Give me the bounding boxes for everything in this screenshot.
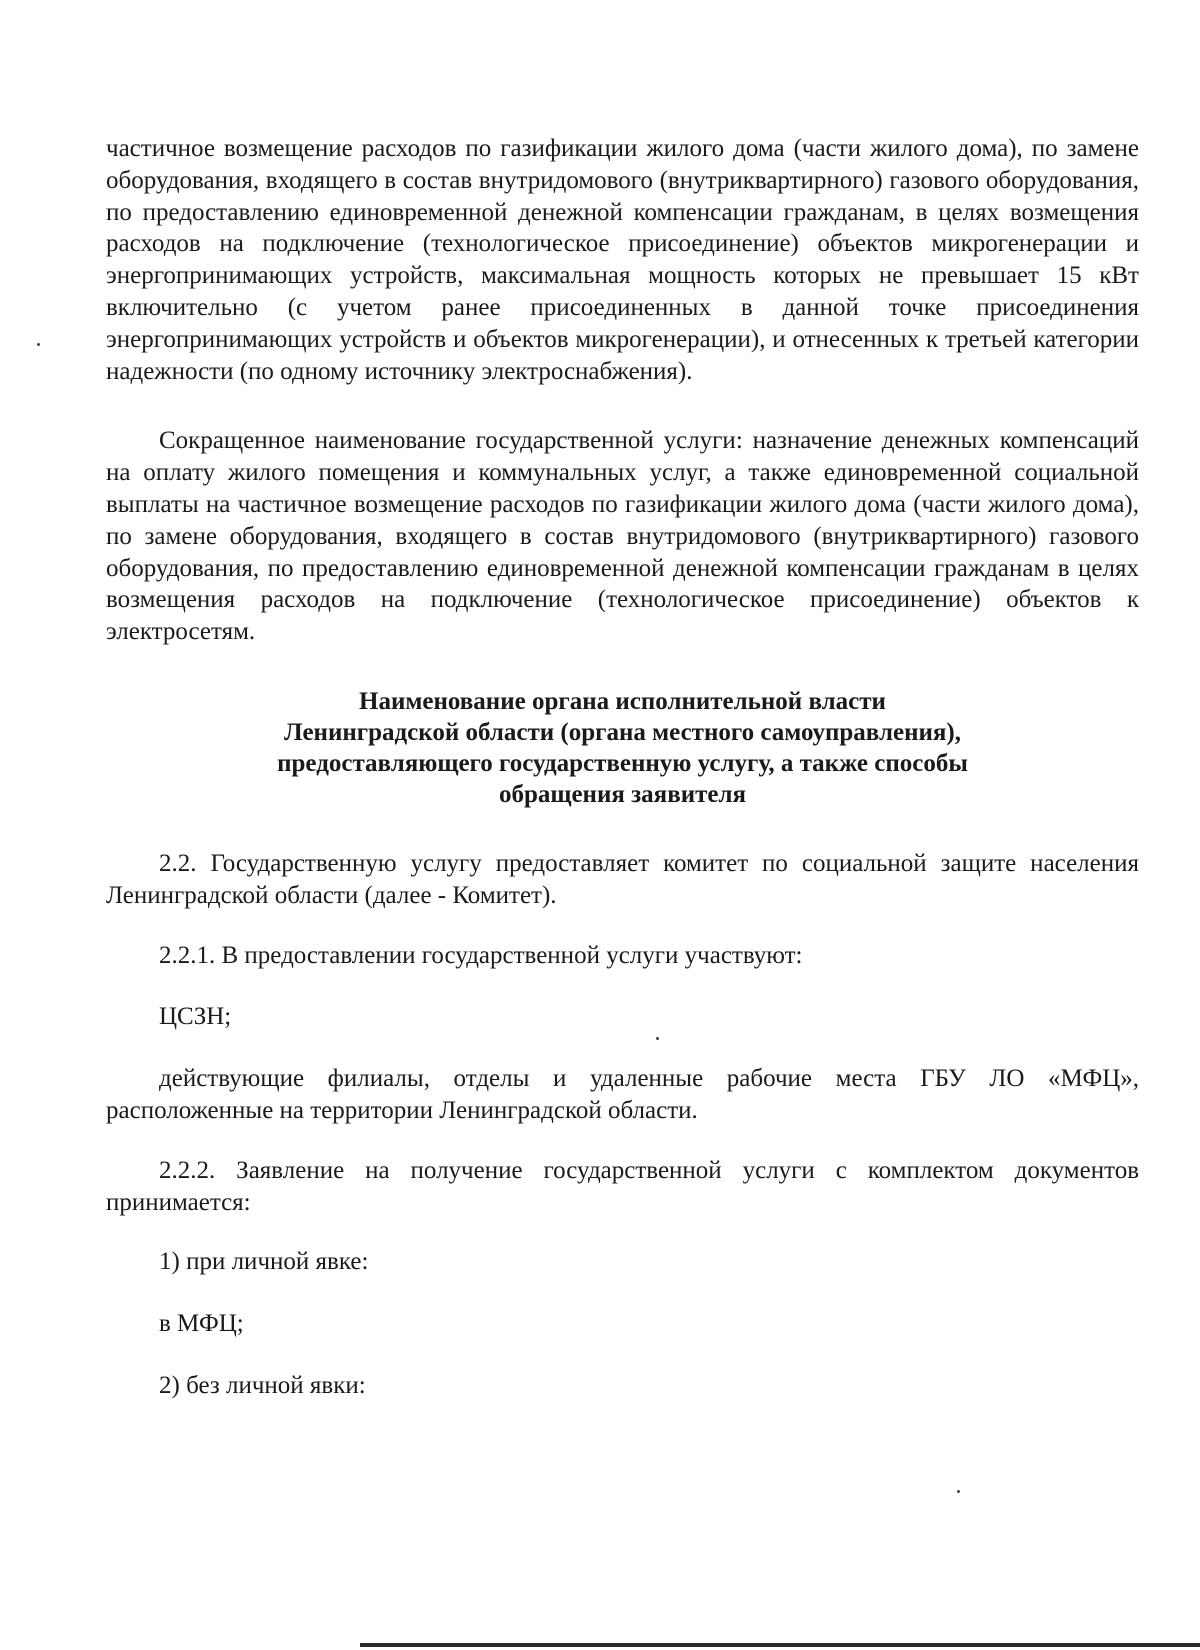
section-heading bbox=[106, 686, 1139, 810]
participant-cszn: ЦСЗН; bbox=[159, 1003, 232, 1031]
scan-speck bbox=[656, 1037, 659, 1040]
paragraph-short-name: Сокращенное наименование государственной услуги: назначение денежных компенсаций на оплату жилого помещения и коммунальных услуг, а также единовременной социальной выплаты на частичное возмещение расходов по газификации жилого дома (части жилого дома), по замене оборудования, входящего в состав внутридомового (внутриквартирного) газового оборудования, по предоставлению единовременной денежной компенсации гражданам в целях возмещения расходов на подключение (технологическое присоединение) объектов к электросетям. bbox=[106, 427, 1139, 646]
list-item-personal-visit: 1) при личной явке: bbox=[159, 1248, 369, 1276]
clause-2-2-2: 2.2.2. Заявление на получение государственной услуги с комплектом документов принимается: bbox=[106, 1156, 1139, 1216]
scan-edge-line bbox=[360, 1643, 1200, 1647]
list-subitem-mfc: в МФЦ; bbox=[159, 1310, 244, 1338]
heading-line-3: предоставляющего государственную услугу, а также способы bbox=[277, 749, 968, 777]
list-item-remote: 2) без личной явки: bbox=[159, 1371, 366, 1399]
heading-line-4: обращения заявителя bbox=[498, 780, 747, 808]
heading-line-2: Ленинградской области (органа местного самоуправления), bbox=[283, 718, 961, 746]
clause-2-2: 2.2. Государственную услугу предоставляет комитет по социальной защите населения Ленинградской области (далее - Комитет). bbox=[106, 849, 1139, 909]
clause-2-2-1: 2.2.1. В предоставлении государственной услуги участвуют: bbox=[159, 941, 803, 969]
scan-speck bbox=[37, 343, 40, 346]
document-page bbox=[106, 133, 1139, 1432]
scan-speck bbox=[957, 1490, 960, 1493]
participant-mfc-branches: действующие филиалы, отделы и удаленные рабочие места ГБУ ЛО «МФЦ», расположенные на территории Ленинградской области. bbox=[106, 1065, 1139, 1124]
paragraph-service-description: частичное возмещение расходов по газификации жилого дома (части жилого дома), по замене оборудования, входящего в состав внутридомового (внутриквартирного) газового оборудования, по предоставлению единовременной денежной компенсации гражданам, в целях возмещения расходов на подключение (технологическое присоединение) объектов микрогенерации и энергопринимающих устройств, максимальная мощность которых не превышает 15 кВт включительно (с учетом ранее присоединенных в данной точке присоединения энергопринимающих устройств и объектов микрогенерации), и отнесенных к третьей категории надежности (по одному источнику электроснабжения). bbox=[106, 135, 1139, 385]
heading-line-1: Наименование органа исполнительной власти bbox=[359, 687, 886, 715]
